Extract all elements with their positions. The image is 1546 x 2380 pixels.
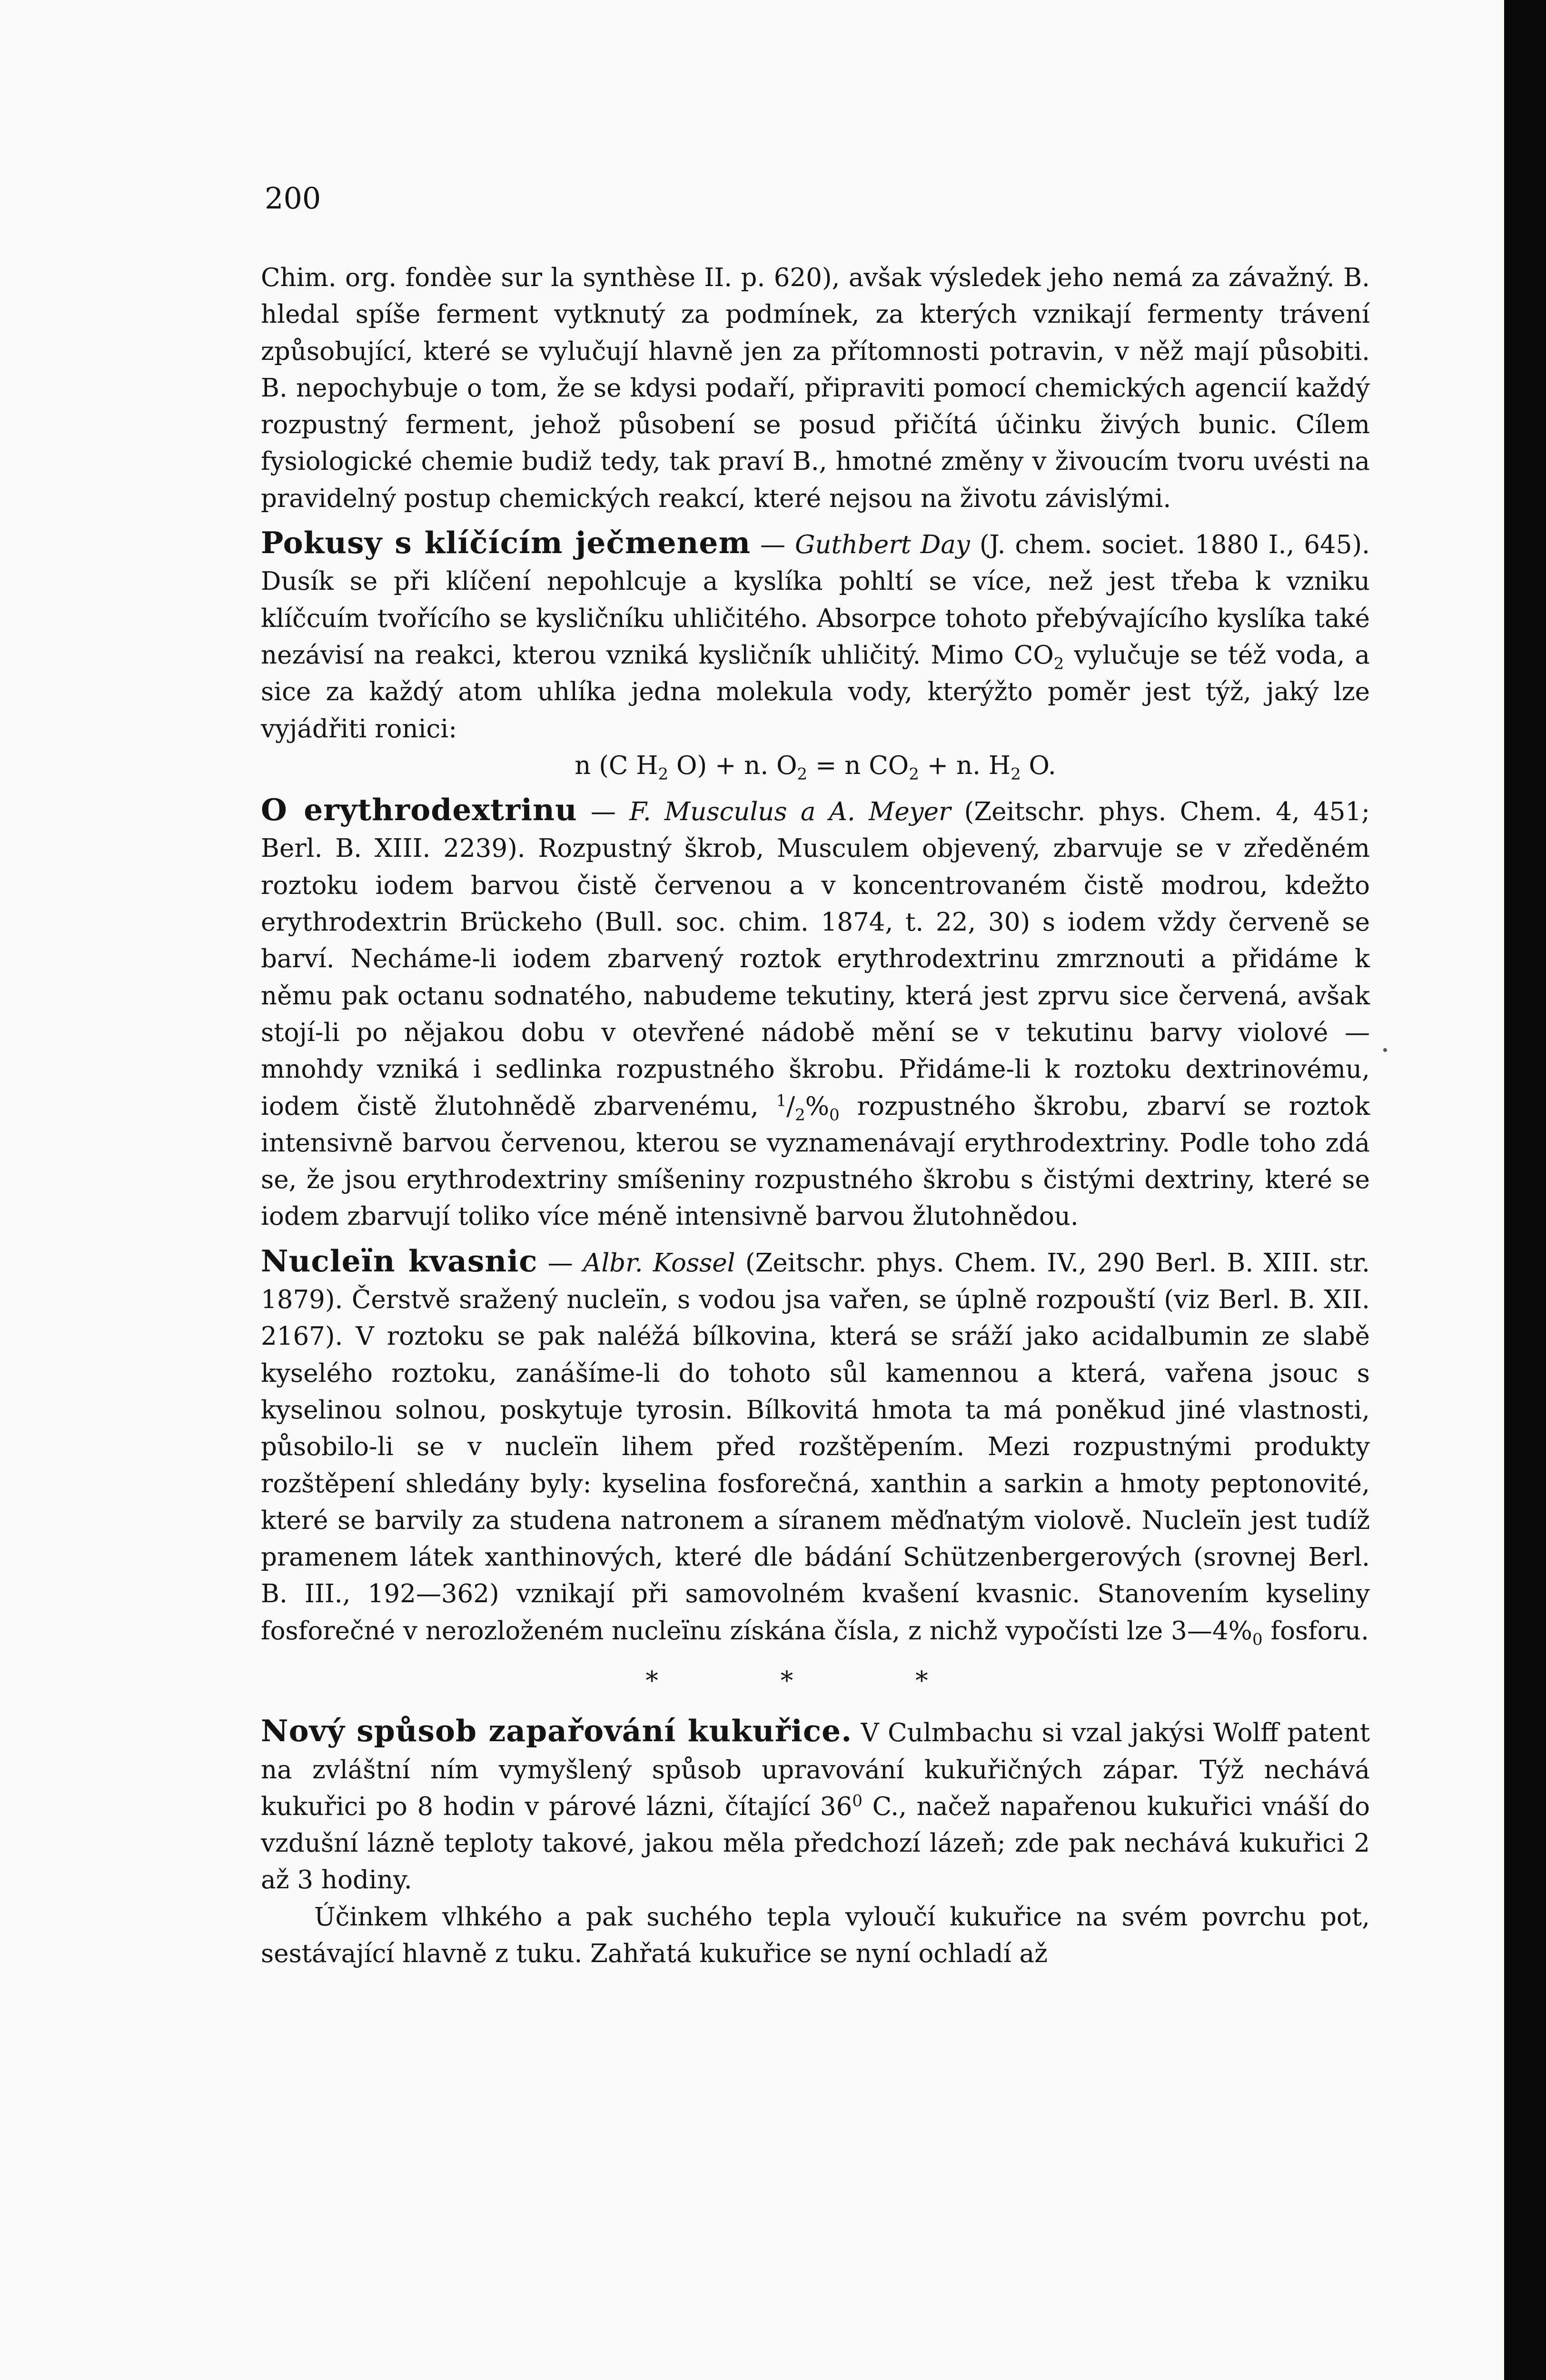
equation-subscript: 2 <box>797 764 808 784</box>
kukurice-heading: Nový spůsob zapařování kukuřice. <box>261 1713 852 1749</box>
equation-part: O) + n. O <box>668 751 797 780</box>
erythrodextrin-author: F. Musculus a A. Meyer <box>629 797 951 827</box>
section-separator: * * * <box>645 1666 985 1696</box>
chemical-equation <box>261 747 1370 784</box>
percent-subscript: 0 <box>829 1105 840 1125</box>
page-number: 200 <box>265 181 321 216</box>
article-body <box>261 259 1370 1972</box>
nuclein-author: Albr. Kossel <box>583 1248 735 1278</box>
pokusy-heading: Pokusy s klíčícím ječmenem <box>261 525 751 561</box>
pokusy-text-b: vylučuje se též voda, a sice za každý atom uhlíka jedna molekula vody, kterýžto poměr jest týž, jaký lze vyjádřiti ronici: <box>261 640 1370 744</box>
nuclein-text-b: fosforu. <box>1262 1616 1369 1646</box>
equation-subscript: 2 <box>658 764 669 784</box>
nuclein-text-a: (Zeitschr. phys. Chem. IV., 290 Berl. B. XIII. str. 1879). Čerstvě sražený nucleïn, s vodou jsa vařen, se úplně rozpouští (viz Berl. B. XII. 2167). V roztoku se pak naléžá bílkovina, která se sráží jako acidalbumin ze slabě kyselého roztoku, zanášíme-li do tohoto sůl kamennou a která, vařena jsouc s kyselinou solnou, poskytuje tyrosin. Bílkovitá hmota ta má poněkud jiné vlastnosti, působilo-li se v nucleïn lihem před rozštěpením. Mezi rozpustnými produkty rozštěpení shledány byly: kyselina fosforečná, xanthin a sarkin a hmoty peptonovité, které se barvily za studena natronem a síranem měďnatým violově. Nucleïn jest tudíž pramenem látek xanthinových, které dle bádání Schützenbergerových (srovnej Berl. B. III., 192—362) vznikají při samovolném kvašení kvasnic. Stanovením kyseliny fosforečné v nerozloženém nucleïnu získána čísla, z nichž vypočísti lze 3—4 <box>261 1248 1370 1646</box>
equation-subscript: 2 <box>1011 764 1021 784</box>
nuclein-paragraph <box>261 1243 1370 1649</box>
kukurice-text-a: V Culmbachu si vzal jakýsi Wolff patent na zvláštní ním vymyšlený spůsob upravování kukuřičných zápar. Týž nechává kukuřici po 8 hodin v párové lázni, čítající 36 <box>261 1718 1370 1821</box>
equation-part: O. <box>1021 751 1056 780</box>
erythrodextrin-paragraph: O erythrodextrinu — F. Musculus a A. Meyer (Zeitschr. phys. Chem. 4, 451; Berl. B. XIII. 2239). Rozpustný škrob, Musculem objevený, zbarvuje se v zředěném roztoku iodem barvou čistě červenou a v koncentrovaném čistě modrou, kdežto erythrodextrin Brückeho (Bull. soc. chim. 1874, t. 22, 30) s iodem vždy červeně se barví. Necháme-li iodem zbarvený roztok erythrodextrinu zmrznouti a přidáme k němu pak octanu sodnatého, nabudeme tekutiny, která jest zprvu sice červená, avšak stojí-li po nějakou dobu v otevřené nádobě mění se v tekutinu barvy violové — mnohdy vzniká i sedlinka rozpustného škrobu. Přidáme-li k roztoku dextrinovému, iodem čistě žlutohnědě zbarvenému, $^1/_2\%_0$ rozpustného škrobu, zbarví se roztok intensivně barvou červenou, kterou se vyznamenávají erythrodextriny. Podle toho zdá se, že jsou erythrodextriny smíšeniny rozpustného škrobu s čistými dextriny, které se iodem zbarvují toliko více méně intensivně barvou žlutohnědou. <box>261 792 1370 1231</box>
intro-paragraph: Chim. org. fondèe sur la synthèse II. p. 620), avšak výsledek jeho nemá za závažný. B. hledal spíše ferment vytknutý za podmínek, za kterých vznikají fermenty trávení způsobující, které se vylučují hlavně jen za přítomnosti potravin, v něž mají působiti. B. nepochybuje o tom, že se kdysi podaří, připraviti pomocí chemických agencií každý rozpustný ferment, jehož působení se posud přičítá účinku živých bunic. Cílem fysiologické chemie budiž tedy, tak praví B., hmotné změny v živoucím tvoru uvésti na pravidelný postup chemických reakcí, které nejsou na životu závislými. <box>261 263 1370 513</box>
fraction-numerator: 1 <box>776 1091 787 1110</box>
pokusy-author: Guthbert Day <box>795 530 970 560</box>
nuclein-dash: — <box>537 1248 584 1278</box>
kukurice-text-b: C., načež napařenou kukuřici vnáší do vzdušní lázně teploty takové, jakou měla předchozí lázeň; zde pak nechává kukuřici 2 až 3 hodiny. <box>261 1792 1370 1895</box>
percent-sign: % <box>1228 1616 1252 1646</box>
equation-part: n (C H <box>575 751 658 780</box>
erythrodextrin-heading: O erythrodextrinu <box>261 792 577 828</box>
kukurice-paragraph-2: Účinkem vlhkého a pak suchého tepla vyloučí kukuřice na svém povrchu pot, sestávající hlavně z tuku. Zahřatá kukuřice se nyní ochladí až <box>261 1902 1370 1969</box>
erythrodextrin-dash: — <box>577 797 630 827</box>
percent-sign: % <box>805 1091 830 1121</box>
fraction-denominator: 2 <box>795 1105 805 1125</box>
scan-speck <box>1383 1048 1387 1052</box>
pokusy-paragraph <box>261 525 1370 747</box>
percent-subscript: 0 <box>1252 1630 1263 1649</box>
nuclein-heading: Nucleïn kvasnic <box>261 1243 538 1279</box>
equation-part: + n. H <box>919 751 1011 780</box>
kukurice-paragraph <box>261 1713 1370 1898</box>
degree-mark: 0 <box>852 1791 863 1811</box>
pokusy-source: (J. chem. societ. 1880 I., 645). <box>970 530 1370 560</box>
equation-subscript: 2 <box>909 764 919 784</box>
pokusy-dash: — <box>751 530 795 560</box>
erythrodextrin-text-a: (Zeitschr. phys. Chem. 4, 451; Berl. B. XIII. 2239). Rozpustný škrob, Musculem objevený, zbarvuje se v zředěném roztoku iodem barvou čistě červenou a v koncentrovaném čistě modrou, kdežto erythrodextrin Brückeho (Bull. soc. chim. 1874, t. 22, 30) s iodem vždy červeně se barví. Necháme-li iodem zbarvený roztok erythrodextrinu zmrznouti a přidáme k němu pak octanu sodnatého, nabudeme tekutiny, která jest zprvu sice červená, avšak stojí-li po nějakou dobu v otevřené nádobě mění se v tekutinu barvy violové — mnohdy vzniká i sedlinka rozpustného škrobu. Přidáme-li k roztoku dextrinovému, iodem čistě žlutohnědě zbarvenému, <box>261 797 1370 1121</box>
erythrodextrin-text-b: rozpustného škrobu, zbarví se roztok intensivně barvou červenou, kterou se vyznamenávají erythrodextriny. Podle toho zdá se, že jsou erythrodextriny smíšeniny rozpustného škrobu s čistými dextriny, které se iodem zbarvují toliko více méně intensivně barvou žlutohnědou. <box>261 1091 1370 1231</box>
equation-part: = n CO <box>807 751 909 780</box>
scan-border <box>1504 0 1546 2380</box>
pokusy-text-a: Dusík se při klíčení nepohlcuje a kyslíka pohltí se více, než jest třeba k vzniku klíčcuím tvořícího se kysličníku uhličitého. Absorpce tohoto přebývajícího kyslíka také nezávisí na reakci, kterou vzniká kysličník uhličitý. Mimo CO <box>261 567 1370 670</box>
pokusy-subscript: 2 <box>1053 654 1064 674</box>
